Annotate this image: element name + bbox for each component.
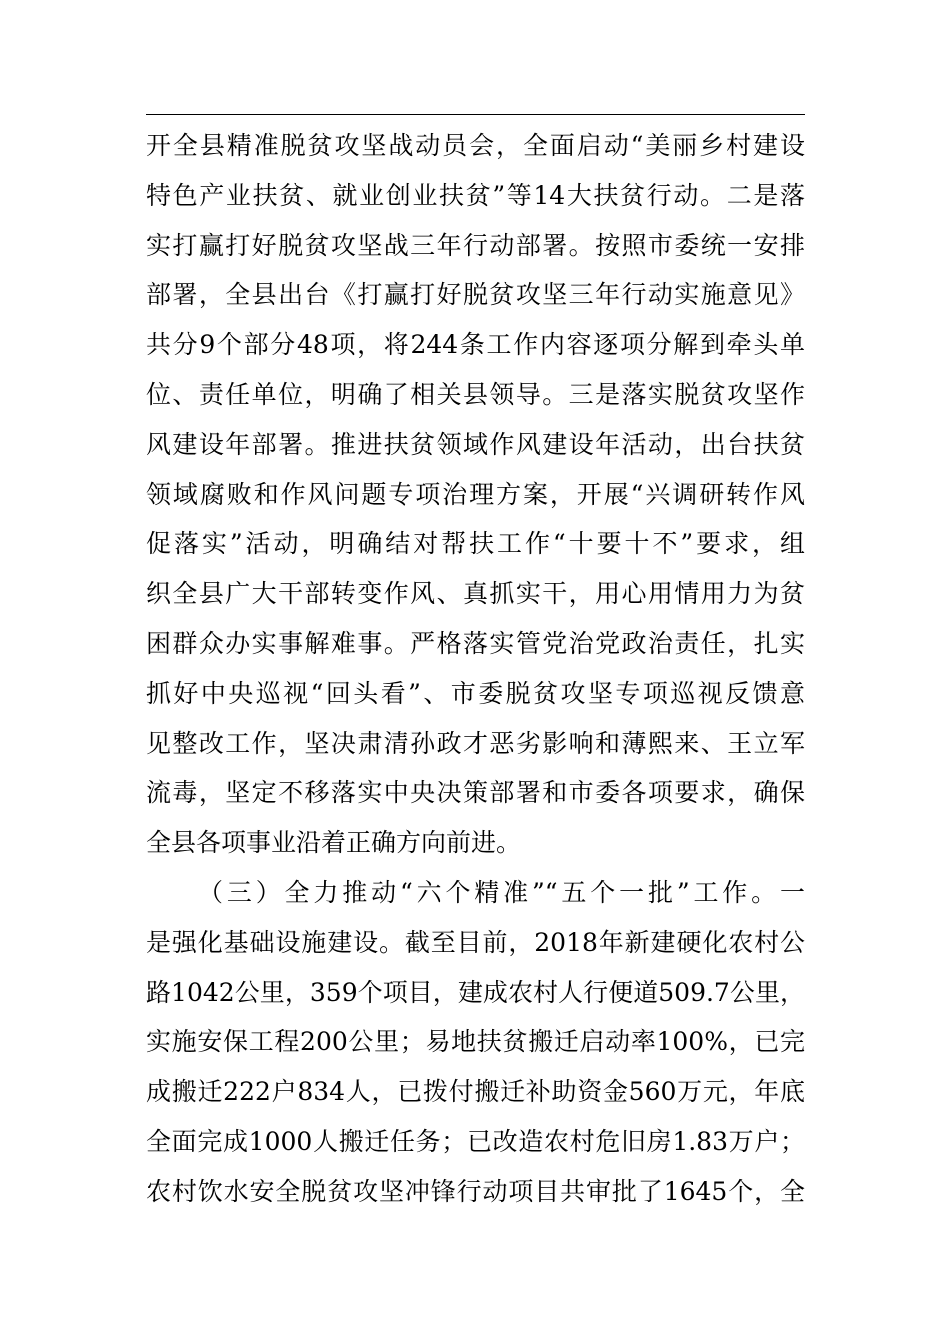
text-line: 流毒，坚定不移落实中央决策部署和市委各项要求，确保 (146, 778, 805, 808)
text-line: 促落实”活动，明确结对帮扶工作“十要十不”要求，组 (146, 529, 805, 559)
section-heading-line: （三）全力推动“六个精准”“五个一批”工作。一 (198, 877, 805, 907)
text-line: 全县各项事业沿着正确方向前进。 (146, 828, 522, 858)
text-line: 路1042公里，359个项目，建成农村人行便道509.7公里， (146, 977, 805, 1007)
header-rule (146, 114, 805, 115)
text-line: 成搬迁222户834人，已拨付搬迁补助资金560万元，年底 (146, 1077, 805, 1107)
text-line: 风建设年部署。推进扶贫领域作风建设年活动，出台扶贫 (146, 429, 805, 459)
text-line: 困群众办实事解难事。严格落实管党治党政治责任，扎实 (146, 628, 805, 658)
text-line: 部署，全县出台《打赢打好脱贫攻坚三年行动实施意见》 (146, 280, 805, 310)
text-line: 抓好中央巡视“回头看”、市委脱贫攻坚专项巡视反馈意 (146, 678, 805, 708)
text-line: 织全县广大干部转变作风、真抓实干，用心用情用力为贫 (146, 579, 805, 609)
text-line: 共分9个部分48项，将244条工作内容逐项分解到牵头单 (146, 330, 805, 360)
text-line: 全面完成1000人搬迁任务；已改造农村危旧房1.83万户； (146, 1126, 805, 1156)
text-line: 实施安保工程200公里；易地扶贫搬迁启动率100%，已完 (146, 1027, 805, 1057)
text-line: 见整改工作，坚决肃清孙政才恶劣影响和薄熙来、王立军 (146, 728, 805, 758)
text-line: 领域腐败和作风问题专项治理方案，开展“兴调研转作风 (146, 479, 805, 509)
text-line: 开全县精准脱贫攻坚战动员会，全面启动“美丽乡村建设 (146, 131, 805, 160)
text-line: 位、责任单位，明确了相关县领导。三是落实脱贫攻坚作 (146, 379, 805, 409)
text-line: 农村饮水安全脱贫攻坚冲锋行动项目共审批了1645个，全 (146, 1176, 805, 1206)
text-line: 实打赢打好脱贫攻坚战三年行动部署。按照市委统一安排 (146, 230, 805, 260)
text-line: 特色产业扶贫、就业创业扶贫”等14大扶贫行动。二是落 (146, 180, 805, 210)
text-line: 是强化基础设施建设。截至目前，2018年新建硬化农村公 (146, 927, 805, 957)
document-body (146, 121, 805, 1217)
